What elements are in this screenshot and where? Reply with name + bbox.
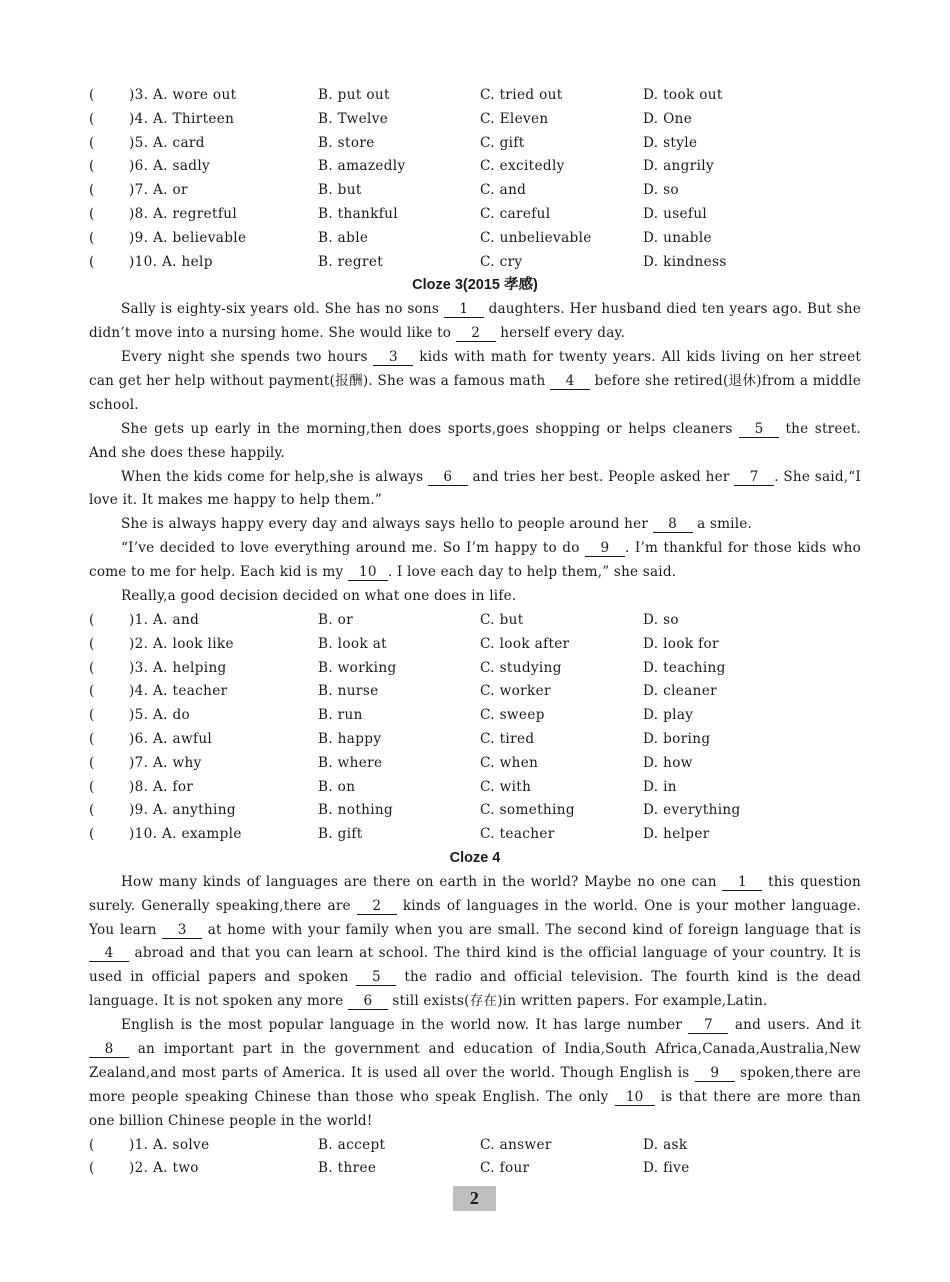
option-row — [0, 609, 950, 633]
option-row — [0, 251, 950, 275]
option-row — [0, 728, 950, 752]
answer-paren: ( — [89, 1136, 95, 1153]
passage-text: before she retired(退休)from a middle school. — [89, 372, 861, 413]
option-c: C. gift — [480, 134, 525, 151]
cloze4-options-list — [0, 1134, 950, 1182]
option-row — [0, 657, 950, 681]
option-c: C. and — [480, 182, 527, 199]
option-d: D. kindness — [643, 253, 727, 270]
answer-paren: ( — [89, 826, 95, 843]
passage-text: abroad and that you can learn at school. The third kind is the official language of your country. It is used in official papers and spoken — [89, 945, 861, 986]
blank-number: 2 — [456, 325, 496, 342]
answer-paren: ( — [89, 730, 95, 747]
passage-text: still exists(存在)in written papers. For example,Latin. — [387, 993, 768, 1010]
passage-text: the radio and official television. The fourth kind is the dead language. It is not spoken any more — [89, 969, 861, 1010]
blank-number: 3 — [373, 349, 413, 366]
option-d: D. so — [643, 611, 679, 628]
answer-paren: ( — [89, 611, 95, 628]
option-d: D. everything — [643, 802, 741, 819]
passage-text: and tries her best. People asked her — [467, 468, 735, 485]
answer-paren: ( — [89, 1160, 95, 1177]
option-row — [0, 633, 950, 657]
option-b: B. regret — [318, 253, 384, 270]
option-b: B. look at — [318, 635, 387, 652]
option-d: D. play — [643, 707, 694, 724]
option-row — [0, 132, 950, 156]
option-b: B. happy — [318, 730, 382, 747]
option-c: C. when — [480, 754, 539, 771]
option-b: B. working — [318, 659, 397, 676]
worksheet-content — [0, 84, 950, 1181]
option-row — [0, 799, 950, 823]
passage-paragraph — [89, 1014, 861, 1134]
option-row — [0, 1157, 950, 1181]
blank-number: 1 — [444, 301, 484, 318]
option-d: D. useful — [643, 205, 708, 222]
option-d: D. cleaner — [643, 683, 717, 700]
option-c: C. four — [480, 1160, 530, 1177]
option-c: C. answer — [480, 1136, 552, 1153]
answer-paren: ( — [89, 158, 95, 175]
option-b: B. or — [318, 611, 354, 628]
option-a: )1. A. and — [129, 611, 200, 628]
option-d: D. ask — [643, 1136, 688, 1153]
option-d: D. how — [643, 754, 693, 771]
option-a: )9. A. anything — [129, 802, 236, 819]
option-b: B. put out — [318, 87, 390, 103]
option-row — [0, 776, 950, 800]
answer-paren: ( — [89, 182, 95, 199]
answer-paren: ( — [89, 802, 95, 819]
blank-number: 2 — [357, 898, 397, 915]
passage-text: She is always happy every day and always says hello to people around her — [121, 516, 653, 533]
option-c: C. something — [480, 802, 575, 819]
cloze2-options-list — [0, 84, 950, 274]
option-b: B. where — [318, 754, 383, 771]
passage-text: a smile. — [692, 516, 753, 533]
cloze4-passage — [0, 871, 950, 1134]
passage-text: kids with math for twenty years. All kids living on her street can get her help without payment(报酬). She was a famous math — [89, 348, 862, 389]
option-c: C. tired — [480, 730, 535, 747]
answer-paren: ( — [89, 253, 95, 270]
answer-paren: ( — [89, 778, 95, 795]
option-c: C. Eleven — [480, 110, 549, 127]
option-a: )7. A. why — [129, 754, 202, 771]
passage-paragraph — [89, 871, 861, 1014]
option-d: D. in — [643, 778, 677, 795]
option-c: C. teacher — [480, 826, 555, 843]
passage-text: kinds of languages in the world. One is your mother language. You learn — [89, 897, 862, 938]
option-d: D. helper — [643, 826, 710, 843]
option-d: D. teaching — [643, 659, 726, 676]
option-c: C. look after — [480, 635, 570, 652]
option-c: C. worker — [480, 683, 551, 700]
option-b: B. Twelve — [318, 110, 389, 127]
blank-number: 8 — [89, 1041, 129, 1058]
option-d: D. so — [643, 182, 679, 199]
passage-text: . She said,“I love it. It makes me happy to help them.” — [89, 468, 861, 509]
option-row — [0, 203, 950, 227]
option-b: B. run — [318, 707, 363, 724]
passage-text: . I love each day to help them,” she said. — [387, 564, 677, 581]
answer-paren: ( — [89, 205, 95, 222]
answer-paren: ( — [89, 110, 95, 127]
option-row — [0, 108, 950, 132]
passage-text: English is the most popular language in the world now. It has large number — [121, 1017, 689, 1034]
passage-paragraph — [89, 418, 861, 466]
option-b: B. thankful — [318, 205, 398, 222]
passage-text: the street. And she does these happily. — [89, 420, 861, 461]
blank-number: 10 — [615, 1089, 655, 1106]
option-d: D. look for — [643, 635, 719, 652]
option-a: )1. A. solve — [129, 1136, 210, 1153]
blank-number: 4 — [550, 373, 590, 390]
option-row — [0, 155, 950, 179]
blank-number: 7 — [688, 1017, 728, 1034]
passage-text: When the kids come for help,she is always — [121, 468, 428, 485]
option-a: )6. A. awful — [129, 730, 213, 747]
option-row — [0, 227, 950, 251]
blank-number: 8 — [653, 516, 693, 533]
cloze4-title: Cloze 4 — [449, 849, 501, 866]
passage-paragraph — [89, 346, 861, 418]
option-a: )3. A. helping — [129, 659, 227, 676]
blank-number: 10 — [348, 564, 388, 581]
option-a: )2. A. look like — [129, 635, 234, 652]
option-b: B. accept — [318, 1136, 386, 1153]
option-d: D. took out — [643, 87, 723, 103]
option-a: )5. A. do — [129, 707, 191, 724]
option-c: C. excitedly — [480, 158, 565, 175]
option-row — [0, 704, 950, 728]
option-a: )8. A. for — [129, 778, 194, 795]
answer-paren: ( — [89, 134, 95, 151]
answer-paren: ( — [89, 754, 95, 771]
passage-text: Sally is eighty-six years old. She has no sons — [121, 301, 444, 318]
passage-text: an important part in the government and education of India,South Africa,Canada,Australia,New Zealand,and most parts of America. It is used all over the world. Though English is — [89, 1041, 861, 1081]
passage-paragraph — [89, 466, 861, 514]
option-b: B. on — [318, 778, 356, 795]
option-d: D. unable — [643, 229, 712, 246]
passage-text: How many kinds of languages are there on earth in the world? Maybe no one can — [121, 873, 723, 890]
option-d: D. boring — [643, 730, 711, 747]
option-c: C. with — [480, 778, 532, 795]
option-row — [0, 1134, 950, 1158]
option-a: )2. A. two — [129, 1160, 199, 1177]
passage-text: daughters. Her husband died ten years ago. But she didn’t move into a nursing home. She would like to — [89, 301, 861, 342]
passage-paragraph — [89, 513, 861, 537]
option-c: C. studying — [480, 659, 562, 676]
option-a: )10. A. example — [129, 826, 242, 843]
option-a: )6. A. sadly — [129, 158, 211, 175]
option-d: D. five — [643, 1160, 690, 1177]
cloze3-passage — [0, 298, 950, 609]
option-a: )10. A. help — [129, 253, 213, 270]
passage-text: Every night she spends two hours — [121, 348, 374, 365]
answer-paren: ( — [89, 707, 95, 724]
option-row — [0, 752, 950, 776]
answer-paren: ( — [89, 659, 95, 676]
blank-number: 5 — [356, 969, 396, 986]
blank-number: 9 — [585, 540, 625, 557]
option-a: )4. A. Thirteen — [129, 110, 235, 127]
option-b: B. nothing — [318, 802, 394, 819]
passage-paragraph — [89, 298, 861, 346]
answer-paren: ( — [89, 635, 95, 652]
page-number: 2 — [453, 1186, 496, 1211]
option-a: )8. A. regretful — [129, 205, 238, 222]
passage-paragraph — [89, 537, 861, 585]
passage-text: herself every day. — [495, 325, 626, 342]
option-d: D. style — [643, 134, 698, 151]
option-c: C. sweep — [480, 707, 545, 724]
answer-paren: ( — [89, 87, 95, 103]
option-row — [0, 823, 950, 847]
cloze3-title: Cloze 3(2015 孝感) — [412, 277, 538, 294]
passage-text: at home with your family when you are small. The second kind of foreign language that is — [202, 921, 861, 938]
option-a: )3. A. wore out — [129, 87, 237, 103]
option-b: B. gift — [318, 826, 363, 843]
option-b: B. but — [318, 182, 362, 199]
blank-number: 3 — [162, 922, 202, 939]
blank-number: 6 — [428, 469, 468, 486]
option-b: B. store — [318, 134, 375, 151]
answer-paren: ( — [89, 683, 95, 700]
passage-text: She gets up early in the morning,then does sports,goes shopping or helps cleaners — [121, 420, 739, 437]
option-b: B. amazedly — [318, 158, 406, 175]
passage-text: “I’ve decided to love everything around me. So I’m happy to do — [121, 540, 585, 557]
option-row — [0, 179, 950, 203]
cloze3-options-list — [0, 609, 950, 847]
option-a: )9. A. believable — [129, 229, 247, 246]
blank-number: 1 — [722, 874, 762, 891]
blank-number: 5 — [739, 421, 779, 438]
blank-number: 6 — [348, 993, 388, 1010]
option-c: C. cry — [480, 253, 523, 270]
option-row — [0, 680, 950, 704]
passage-text: . I’m thankful for those kids who come to me for help. Each kid is my — [89, 540, 861, 581]
passage-paragraph — [89, 585, 861, 609]
blank-number: 7 — [734, 469, 774, 486]
passage-text: this question surely. Generally speaking,there are — [89, 873, 861, 914]
option-c: C. but — [480, 611, 524, 628]
option-b: B. able — [318, 229, 369, 246]
passage-text: Really,a good decision decided on what one does in life. — [121, 588, 517, 605]
passage-text: is that there are more than one billion Chinese people in the world! — [89, 1088, 861, 1129]
option-a: )7. A. or — [129, 182, 188, 199]
option-row — [0, 84, 950, 108]
answer-paren: ( — [89, 229, 95, 246]
option-c: C. careful — [480, 205, 551, 222]
option-c: C. unbelievable — [480, 229, 592, 246]
passage-text: spoken,there are more people speaking Chinese than those who speak English. The only — [89, 1064, 861, 1105]
blank-number: 9 — [695, 1065, 735, 1082]
blank-number: 4 — [89, 945, 129, 962]
option-b: B. three — [318, 1160, 377, 1177]
passage-text: and users. And it — [728, 1017, 862, 1034]
option-a: )5. A. card — [129, 134, 205, 151]
option-a: )4. A. teacher — [129, 683, 228, 700]
option-c: C. tried out — [480, 87, 563, 103]
option-d: D. angrily — [643, 158, 714, 175]
option-d: D. One — [643, 110, 693, 127]
option-b: B. nurse — [318, 683, 379, 700]
